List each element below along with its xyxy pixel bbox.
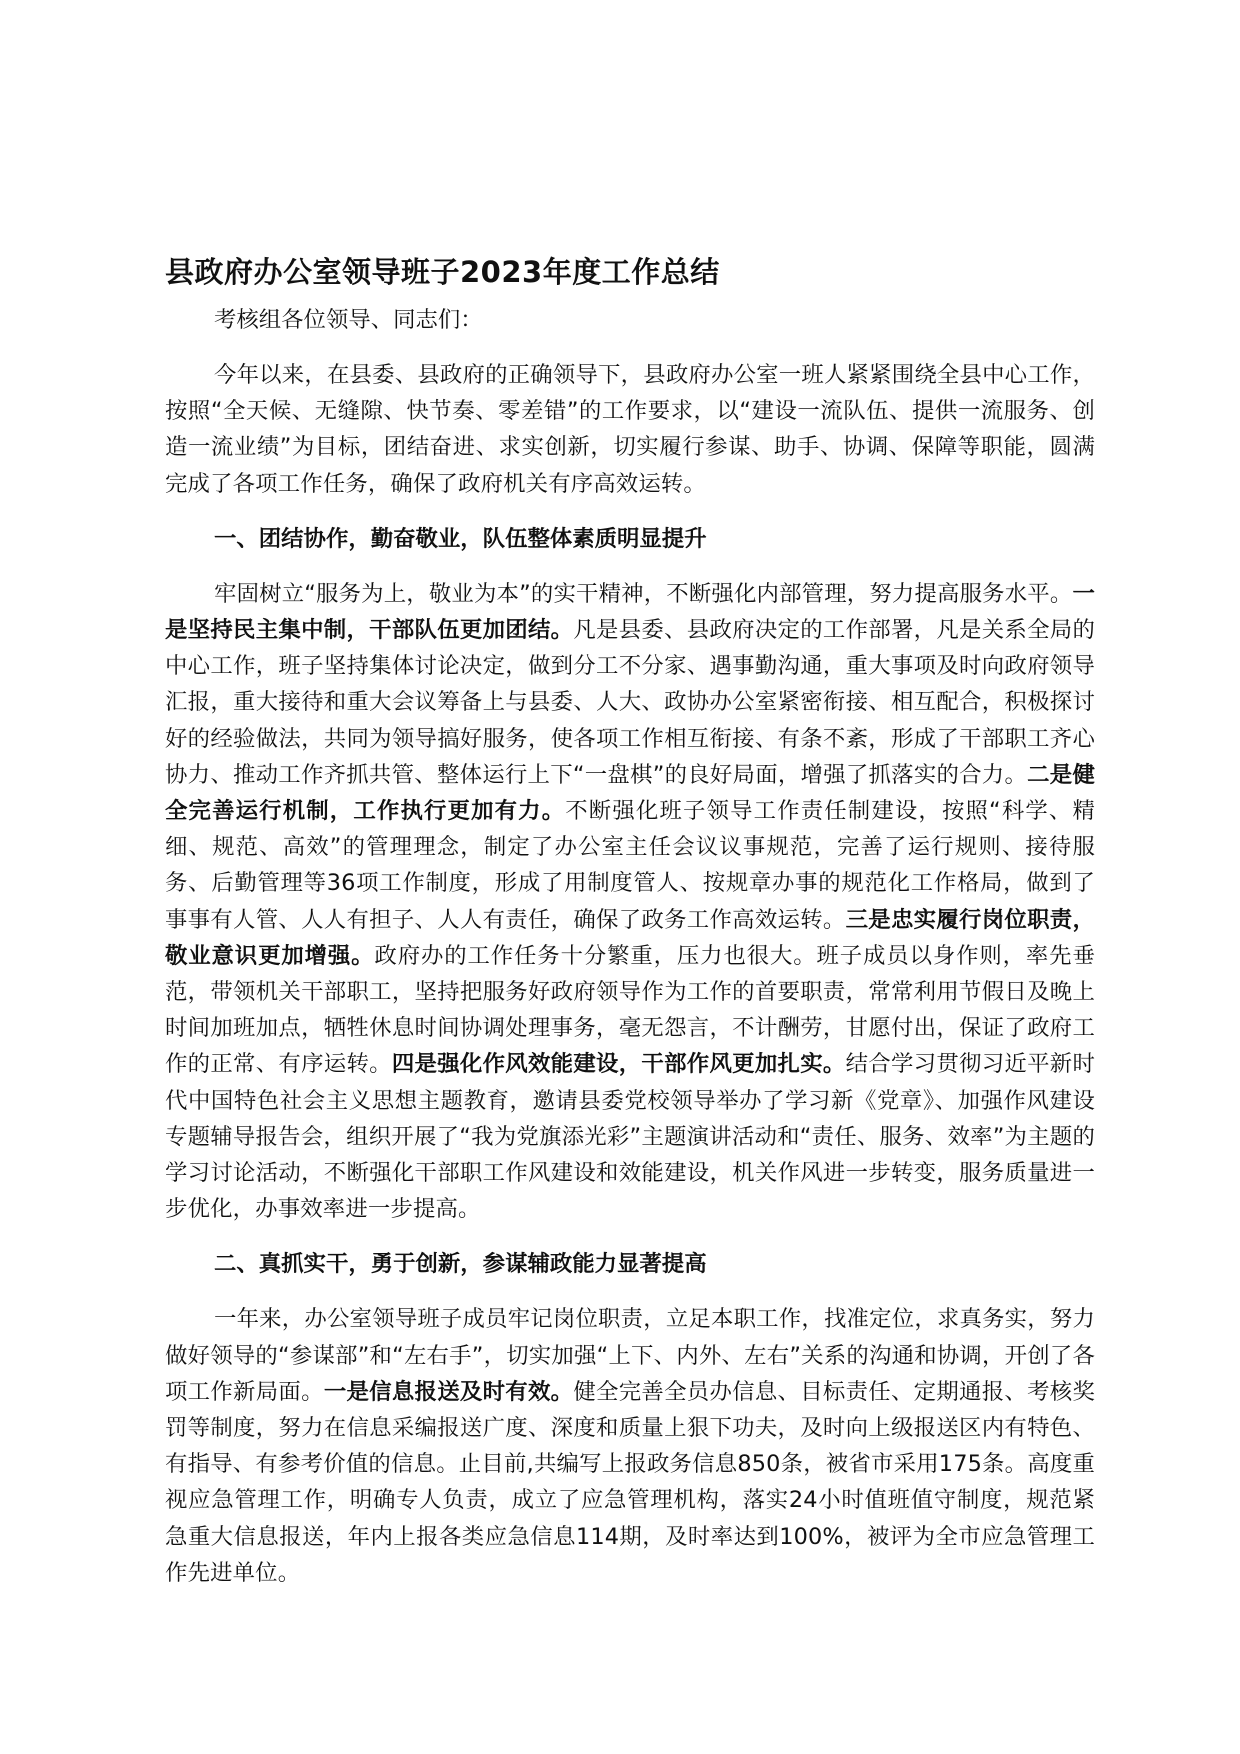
intro-paragraph: 今年以来，在县委、县政府的正确领导下，县政府办公室一班人紧紧围绕全县中心工作，按照“全天候、无缝隙、快节奏、零差错”的工作要求，以“建设一流队伍、提供一流服务、创造一流业绩”为目标，团结奋进、求实创新，切实履行参谋、助手、协调、保障等职能，圆满完成了各项工作任务，确保了政府机关有序高效运转。 (165, 362, 1095, 497)
document-title: 县政府办公室领导班子2023年度工作总结 (165, 255, 720, 289)
section-1-heading: 一、团结协作，勤奋敬业，队伍整体素质明显提升 (214, 525, 707, 552)
section-2-text-1: 一年来，办公室领导班子成员牢记岗位职责，立足本职工作，找准定位，求真务实，努力做好领导的“参谋部”和“左右手”，切实加强“上下、内外、左右”关系的沟通和协调，开创了各项工作新局面。 (165, 1306, 1095, 1405)
section-1-text-4: 政府办的工作任务十分繁重，压力也很大。班子成员以身作则，率先垂范，带领机关干部职工，坚持把服务好政府领导作为工作的首要职责，常常利用节假日及晚上时间加班加点，牺牲休息时间协调处理事务，毫无怨言，不计酬劳，甘愿付出，保证了政府工作的正常、有序运转。 (165, 942, 1095, 1078)
section-2-heading: 二、真抓实干，勇于创新，参谋辅政能力显著提高 (214, 1251, 707, 1278)
section-1-text-2: 凡是县委、县政府决定的工作部署，凡是关系全局的中心工作，班子坚持集体讨论决定，做到分工不分家、遇事勤沟通，重大事项及时向政府领导汇报，重大接待和重大会议筹备上与县委、人大、政协办公室紧密衔接、相互配合，积极探讨好的经验做法，共同为领导搞好服务，使各项工作相互衔接、有条不紊，形成了干部职工齐心协力、推动工作齐抓共管、整体运行上下“一盘棋”的良好局面，增强了抓落实的合力。 (165, 617, 1095, 788)
section-1-point-4: 四是强化作风效能建设，干部作风更加扎实。 (391, 1051, 846, 1078)
section-2-paragraph (165, 1301, 1095, 1591)
section-1-point-2: 二是健全完善运行机制，工作执行更加有力。 (165, 761, 1095, 825)
section-1-paragraph (165, 576, 1095, 1228)
section-2-point-1: 一是信息报送及时有效。 (323, 1378, 574, 1405)
section-1-text-3: 不断强化班子领导工作责任制建设，按照“科学、精细、规范、高效”的管理理念，制定了办公室主任会议议事规范，完善了运行规则、接待服务、后勤管理等36项工作制度，形成了用制度管人、按规章办事的规范化工作格局，做到了事事有人管、人人有担子、人人有责任，确保了政务工作高效运转。 (165, 798, 1095, 933)
section-1-point-3: 三是忠实履行岗位职责，敬业意识更加增强。 (165, 906, 1095, 969)
document-page (165, 250, 1095, 1610)
section-2-text-2: 健全完善全员办信息、目标责任、定期通报、考核奖罚等制度，努力在信息采编报送广度、深度和质量上狠下功夫，及时向上级报送区内有特色、有指导、有参考价值的信息。止目前,共编写上报政务信息850条，被省市采用175条。高度重视应急管理工作，明确专人负责，成立了应急管理机构，落实24小时值班值守制度，规范紧急重大信息报送，年内上报各类应急信息114期，及时率达到100%，被评为全市应急管理工作先进单位。 (165, 1378, 1095, 1586)
section-1-text-1: 牢固树立“服务为上，敬业为本”的实干精神，不断强化内部管理，努力提高服务水平。 (214, 580, 1073, 607)
salutation: 考核组各位领导、同志们： (214, 307, 483, 333)
section-1-text-5: 结合学习贯彻习近平新时代中国特色社会主义思想主题教育，邀请县委党校领导举办了学习新《党章》、加强作风建设专题辅导报告会，组织开展了“我为党旗添光彩”主题演讲活动和“责任、服务、效率”为主题的学习讨论活动，不断强化干部职工作风建设和效能建设，机关作风进一步转变，服务质量进一步优化，办事效率进一步提高。 (165, 1051, 1096, 1223)
section-1-point-1: 一是坚持民主集中制，干部队伍更加团结。 (165, 580, 1095, 644)
